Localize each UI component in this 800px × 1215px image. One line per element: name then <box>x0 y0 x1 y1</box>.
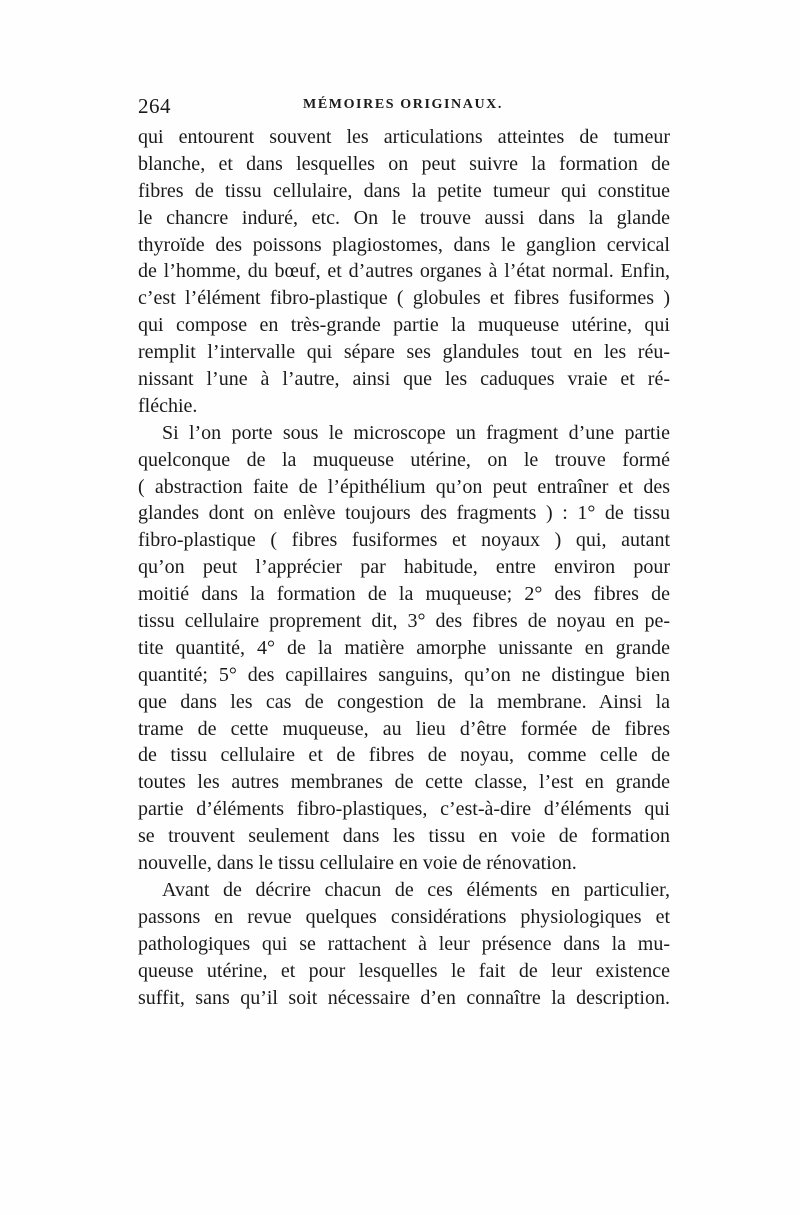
text-line: quelconque de la muqueuse utérine, on le trouve formé <box>138 448 670 471</box>
text-line: nouvelle, dans le tissu cellulaire en voie de rénovation. <box>138 852 577 875</box>
text-line: de tissu cellulaire et de fibres de noyau, comme celle de <box>138 744 670 767</box>
text-line: ( abstraction faite de l’épithélium qu’on peut entraîner et des <box>138 475 670 498</box>
text-line: fibres de tissu cellulaire, dans la petite tumeur qui constitue <box>138 179 670 202</box>
page-number: 264 <box>138 94 171 118</box>
text-line: quantité; 5° des capillaires sanguins, qu’on ne distingue bien <box>138 663 670 686</box>
text-line: fléchie. <box>138 394 198 417</box>
text-line: partie d’éléments fibro-plastiques, c’est-à-dire d’éléments qui <box>138 798 670 821</box>
text-line: fibro-plastique ( fibres fusiformes et noyaux ) qui, autant <box>138 529 670 552</box>
text-line: glandes dont on enlève toujours des fragments ) : 1° de tissu <box>138 502 670 525</box>
body-text <box>138 124 670 1011</box>
text-line: trame de cette muqueuse, au lieu d’être formée de fibres <box>138 717 670 740</box>
text-line: se trouvent seulement dans les tissu en voie de formation <box>138 825 670 848</box>
text-line: le chancre induré, etc. On le trouve aussi dans la glande <box>138 206 670 229</box>
text-line: suffit, sans qu’il soit nécessaire d’en connaître la description. <box>138 986 670 1009</box>
text-line: toutes les autres membranes de cette classe, l’est en grande <box>138 771 670 794</box>
text-line: moitié dans la formation de la muqueuse; 2° des fibres de <box>138 583 670 606</box>
text-line: nissant l’une à l’autre, ainsi que les caduques vraie et ré- <box>138 368 670 391</box>
text-line: blanche, et dans lesquelles on peut suivre la formation de <box>138 152 670 175</box>
text-line: Avant de décrire chacun de ces éléments en particulier, <box>162 878 670 901</box>
text-line: qui compose en très-grande partie la muqueuse utérine, qui <box>138 314 670 337</box>
text-line: queuse utérine, et pour lesquelles le fait de leur existence <box>138 959 670 982</box>
text-line: qu’on peut l’apprécier par habitude, entre environ pour <box>138 556 670 579</box>
text-line: de l’homme, du bœuf, et d’autres organes à l’état normal. Enfin, <box>138 260 670 283</box>
text-line: pathologiques qui se rattachent à leur présence dans la mu- <box>138 932 670 955</box>
text-line: remplit l’intervalle qui sépare ses glandules tout en les réu- <box>138 341 670 364</box>
text-line: qui entourent souvent les articulations atteintes de tumeur <box>138 126 670 148</box>
text-line: Si l’on porte sous le microscope un fragment d’une partie <box>162 421 670 444</box>
text-line: thyroïde des poissons plagiostomes, dans le ganglion cervical <box>138 233 670 256</box>
page-header <box>138 94 678 118</box>
text-line: que dans les cas de congestion de la membrane. Ainsi la <box>138 690 670 713</box>
text-line: passons en revue quelques considérations physiologiques et <box>138 905 670 928</box>
text-line: c’est l’élément fibro-plastique ( globules et fibres fusiformes ) <box>138 287 670 310</box>
running-head: MÉMOIRES ORIGINAUX. <box>303 97 503 112</box>
text-line: tissu cellulaire proprement dit, 3° des fibres de noyau en pe- <box>138 610 670 633</box>
text-line: tite quantité, 4° de la matière amorphe unissante en grande <box>138 636 670 659</box>
